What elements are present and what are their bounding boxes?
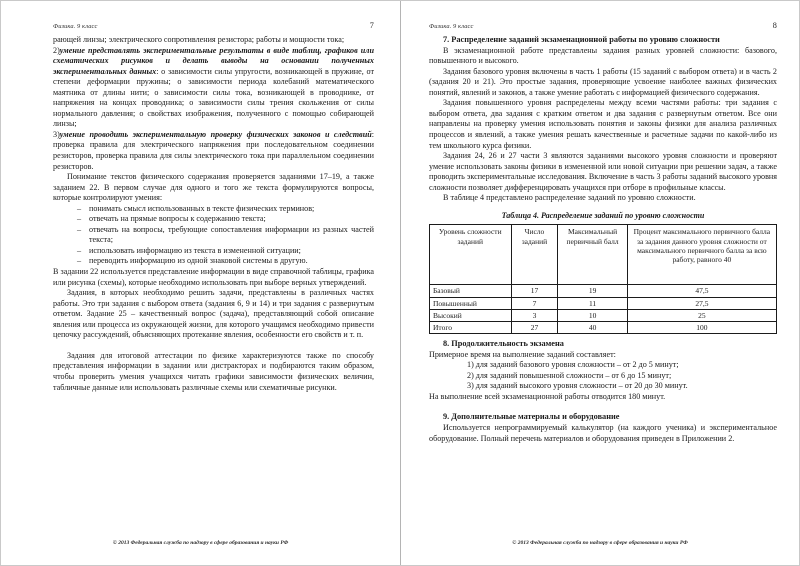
section-heading-8: 8. Продолжительность экзамена [443, 339, 564, 349]
exam-duration-list [429, 360, 777, 392]
list-item-label: переводить информацию из одной знаковой системы в другую. [89, 256, 308, 266]
copyright-left: © 2013 Федеральная служба по надзору в сфере образования и науки РФ [112, 540, 289, 546]
cell-level: Повышенный [430, 297, 512, 309]
paragraph-task-22: В задании 22 используется представление информации в виде справочной таблицы, графика или рисунка (схемы), которые необходимо использовать при выборе верных утверждений. [53, 267, 374, 287]
bullet-dash-icon: – [77, 245, 82, 255]
list-item [53, 256, 374, 267]
paragraph-exam-duration-intro: Примерное время на выполнение заданий составляет: [429, 349, 616, 359]
column-header-percent: Процент максимального первичного балла за задания данного уровня сложности от максимального первичного балла за всю работу, равного 40 [627, 225, 776, 285]
skill-2-number: 2) [53, 45, 60, 55]
running-head-title-left: Физика. 9 класс [53, 23, 98, 30]
list-item: 1) для заданий базового уровня сложности – от 2 до 5 минут; [467, 360, 679, 370]
paragraph-skill-2 [53, 46, 374, 130]
paragraph-table-reference: В таблице 4 представлено распределение заданий по уровню сложности. [443, 193, 696, 203]
table-header-row [430, 225, 777, 285]
paragraph-total-duration: На выполнение всей экзаменационной работы отводится 180 минут. [429, 391, 666, 401]
page-left [1, 1, 400, 565]
page-right-body [429, 35, 777, 444]
paragraph-skill-3 [53, 130, 374, 172]
cell-max-score: 40 [558, 321, 627, 333]
page-left-body [53, 35, 374, 393]
cell-count: 3 [511, 309, 558, 321]
bullet-dash-icon: – [77, 203, 82, 213]
list-item [53, 225, 374, 246]
column-header-level: Уровень сложности заданий [430, 225, 512, 285]
cell-percent: 100 [627, 321, 776, 333]
paragraph-advanced-level: Задания повышенного уровня распределены между всеми частями работы: три задания с выбором ответа, два задания с кратким ответом и два задания с развернутым ответом. Все они направлены на проверку умения использовать понятия и законы физики для анализа различных процессов и явлений, а также умения решать качественные и расчетные задачи по какой-либо из тем школьного курса физики. [429, 98, 777, 150]
table-row [430, 285, 777, 297]
list-item [53, 214, 374, 225]
bullet-dash-icon: – [77, 224, 82, 234]
paragraph-spacer [53, 341, 374, 351]
skill-3-rest: : проверка правила для электрического напряжения при последовательном соединении резисторов, проверка правила для силы электрического тока при параллельном соединении резисторов. [53, 129, 374, 171]
paragraph-text-comprehension: Понимание текстов физического содержания проверяется заданиями 17–19, а также заданием 22. В первом случае для одного и того же текста формулируются вопросы, которые контролируют умения: [53, 172, 374, 203]
skill-2-emphasis: умение представлять экспериментальные результаты в виде таблиц, графиков или схематических рисунков и делать выводы на основании полученных экспериментальных данных [53, 45, 374, 76]
cell-level: Высокий [430, 309, 512, 321]
paragraph-problem-tasks: Задания, в которых необходимо решить задачи, представлены в различных частях работы. Это три задания с выбором ответа (задания 6, 9 и 14) и три задания с развернутым ответом. Задание 25 – качественный вопрос (задача), представляющий собой описание явления или процесса из окружающей жизни, для которого учащимся необходимо привести цепочку рассуждений, объясняющих протекание явления, особенности его свойств и т. п. [53, 288, 374, 340]
paragraph-levels-intro: В экзаменационной работе представлены задания разных уровней сложности: базового, повышенного и высокого. [429, 45, 777, 66]
running-head-right [429, 21, 777, 30]
skill-2-rest: : о зависимости силы упругости, возникающей в пружине, от степени деформации пружины; о зависимости периода колебаний математического маятника от длины нити; о зависимости силы тока, возникающей в проводнике, от напряжения на концах проводника; о зависимости силы трения скольжения от силы нормального давления; о свойствах изображения, полученного с помощью собирающей линзы; [53, 66, 375, 129]
list-item [53, 204, 374, 215]
cell-percent: 47,5 [627, 285, 776, 297]
paragraph-equipment: Используется непрограммируемый калькулятор (на каждого ученика) и экспериментальное оборудование. Полный перечень материалов и оборудования приведен в Приложении 2. [429, 423, 777, 443]
cell-max-score: 19 [558, 285, 627, 297]
paragraph-lens-resistance: рающей линзы; электрического сопротивления резистора; работы и мощности тока; [53, 35, 345, 44]
running-head-title-right: Физика. 9 класс [429, 23, 474, 30]
paragraph-high-level: Задания 24, 26 и 27 части 3 являются заданиями высокого уровня сложности и проверяют умение использовать законы физики в измененной или новой ситуации при решении задач, а также проводить экспериментальные исследования. Включение в часть 3 работы заданий высокого уровня сложности позволяет дифференцировать учащихся при отборе в профильные классы. [429, 151, 777, 192]
bullet-dash-icon: – [77, 256, 82, 266]
list-item: 3) для заданий высокого уровня сложности – от 20 до 30 минут. [467, 381, 688, 391]
table-row [430, 297, 777, 309]
cell-count: 7 [511, 297, 558, 309]
section-spacer [429, 402, 777, 412]
page-number-left: 7 [369, 21, 374, 30]
list-item-label: отвечать на вопросы, требующие сопоставления информации из разных частей текста; [89, 224, 374, 245]
cell-level: Итого [430, 321, 512, 333]
table-row-total [430, 321, 777, 333]
copyright-right: © 2013 Федеральная служба по надзору в сфере образования и науки РФ [512, 540, 688, 546]
page-right [400, 1, 799, 565]
skill-3-number: 3) [53, 129, 60, 139]
cell-count: 27 [511, 321, 558, 333]
cell-percent: 25 [627, 309, 776, 321]
list-item-label: использовать информацию из текста в измененной ситуации; [89, 245, 301, 255]
list-item-label: понимать смысл использованных в тексте физических терминов; [89, 203, 315, 213]
cell-count: 17 [511, 285, 558, 297]
cell-level: Базовый [430, 285, 512, 297]
cell-percent: 27,5 [627, 297, 776, 309]
bullet-dash-icon: – [77, 214, 82, 224]
skill-3-emphasis: умение проводить экспериментальную проверку физических законов и следствий [59, 129, 372, 139]
page-number-right: 8 [772, 21, 777, 30]
column-header-max-score: Максимальный первичный балл [558, 225, 627, 285]
section-heading-7: 7. Распределение заданий экзаменационной работы по уровню сложности [443, 35, 720, 44]
paragraph-information-presentation: Задания для итоговой аттестации по физике характеризуются также по способу представления информации в задании или дистракторах и подбираются таким образом, чтобы проверить умения учащихся читать графики зависимости физических величин, табличные данные или использовать различные схемы или схематичные рисунки. [53, 350, 374, 392]
list-item-label: отвечать на прямые вопросы к содержанию текста; [89, 214, 266, 224]
column-header-count: Число заданий [511, 225, 558, 285]
difficulty-distribution-table [429, 224, 777, 334]
cell-max-score: 10 [558, 309, 627, 321]
table-caption: Таблица 4. Распределение заданий по уровню сложности [501, 210, 705, 220]
section-heading-9: 9. Дополнительные материалы и оборудование [443, 412, 620, 422]
table-row [430, 309, 777, 321]
paragraph-basic-level: Задания базового уровня включены в часть 1 работы (15 заданий с выбором ответа) и в часть 2 (задания 20 и 21). Это простые задания, проверяющие усвоение наиболее важных физических понятий, явлений и законов, а также умение работать с информацией физического содержания. [429, 66, 777, 97]
list-item [53, 246, 374, 257]
skills-bullet-list [53, 204, 374, 267]
running-head-left [53, 21, 374, 30]
cell-max-score: 11 [558, 297, 627, 309]
list-item: 2) для заданий повышенной сложности – от 6 до 15 минут; [467, 370, 672, 380]
